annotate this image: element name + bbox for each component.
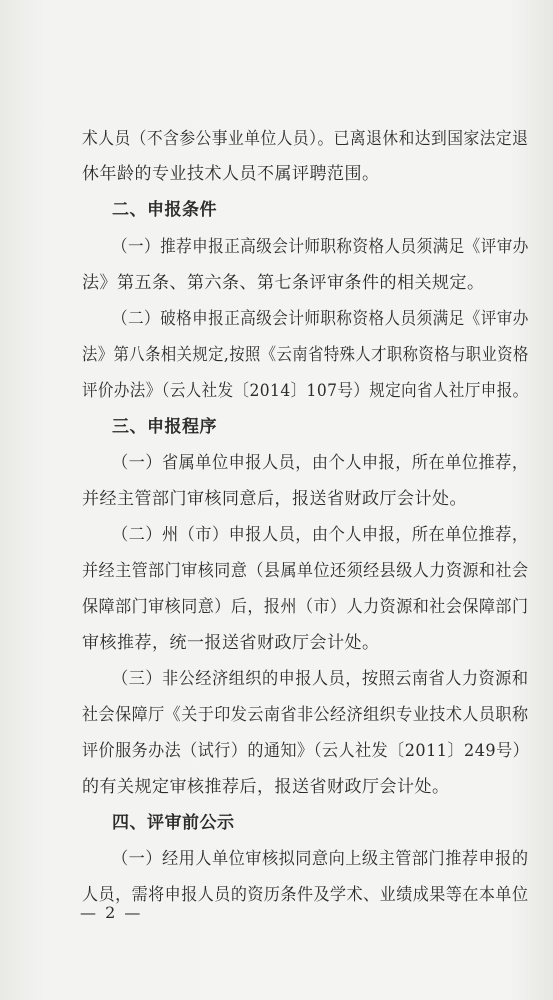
body-line: 并经主管部门审核同意后，报送省财政厅会计处。 bbox=[82, 489, 467, 509]
body-line: 保障部门审核同意）后，报州（市）人力资源和社会保障部门 bbox=[82, 597, 529, 617]
body-line: 评价办法》（云人社发〔2014〕107号）规定向省人社厅申报。 bbox=[82, 381, 529, 401]
section-heading: 三、申报程序 bbox=[112, 417, 217, 437]
body-line: 社会保障厅《关于印发云南省非公经济组织专业技术人员职称 bbox=[82, 705, 529, 725]
body-line: （二）州（市）申报人员，由个人申报，所在单位推荐， bbox=[112, 525, 529, 545]
body-line: 评价服务办法（试行）的通知》（云人社发〔2011〕249号） bbox=[82, 741, 530, 761]
body-line: 的有关规定审核推荐后，报送省财政厅会计处。 bbox=[82, 777, 450, 797]
body-line: （二）破格申报正高级会计师职称资格人员须满足《评审办 bbox=[112, 309, 529, 329]
body-line: 审核推荐，统一报送省财政厅会计处。 bbox=[82, 633, 380, 653]
body-line: 法》第八条相关规定,按照《云南省特殊人才职称资格与职业资格 bbox=[82, 345, 529, 365]
body-line: （一）省属单位申报人员，由个人申报，所在单位推荐， bbox=[112, 453, 529, 473]
body-line: （一）推荐申报正高级会计师职称资格人员须满足《评审办 bbox=[112, 237, 529, 257]
body-line: 休年龄的专业技术人员不属评聘范围。 bbox=[82, 164, 380, 184]
body-line: （一）经用人单位审核拟同意向上级主管部门推荐申报的 bbox=[112, 849, 529, 869]
body-line: 人员，需将申报人员的资历条件及学术、业绩成果等在本单位 bbox=[82, 885, 529, 905]
section-heading: 二、申报条件 bbox=[112, 200, 217, 220]
body-line: 并经主管部门审核同意（县属单位还须经县级人力资源和社会 bbox=[82, 561, 529, 581]
body-line: 法》第五条、第六条、第七条评审条件的相关规定。 bbox=[82, 273, 485, 293]
section-heading: 四、评审前公示 bbox=[112, 813, 235, 833]
body-line: 术人员（不含参公事业单位人员）。已离退休和达到国家法定退 bbox=[82, 129, 529, 149]
page-number: — 2 — bbox=[80, 903, 143, 922]
body-line: （三）非公经济组织的申报人员，按照云南省人力资源和 bbox=[112, 669, 529, 689]
